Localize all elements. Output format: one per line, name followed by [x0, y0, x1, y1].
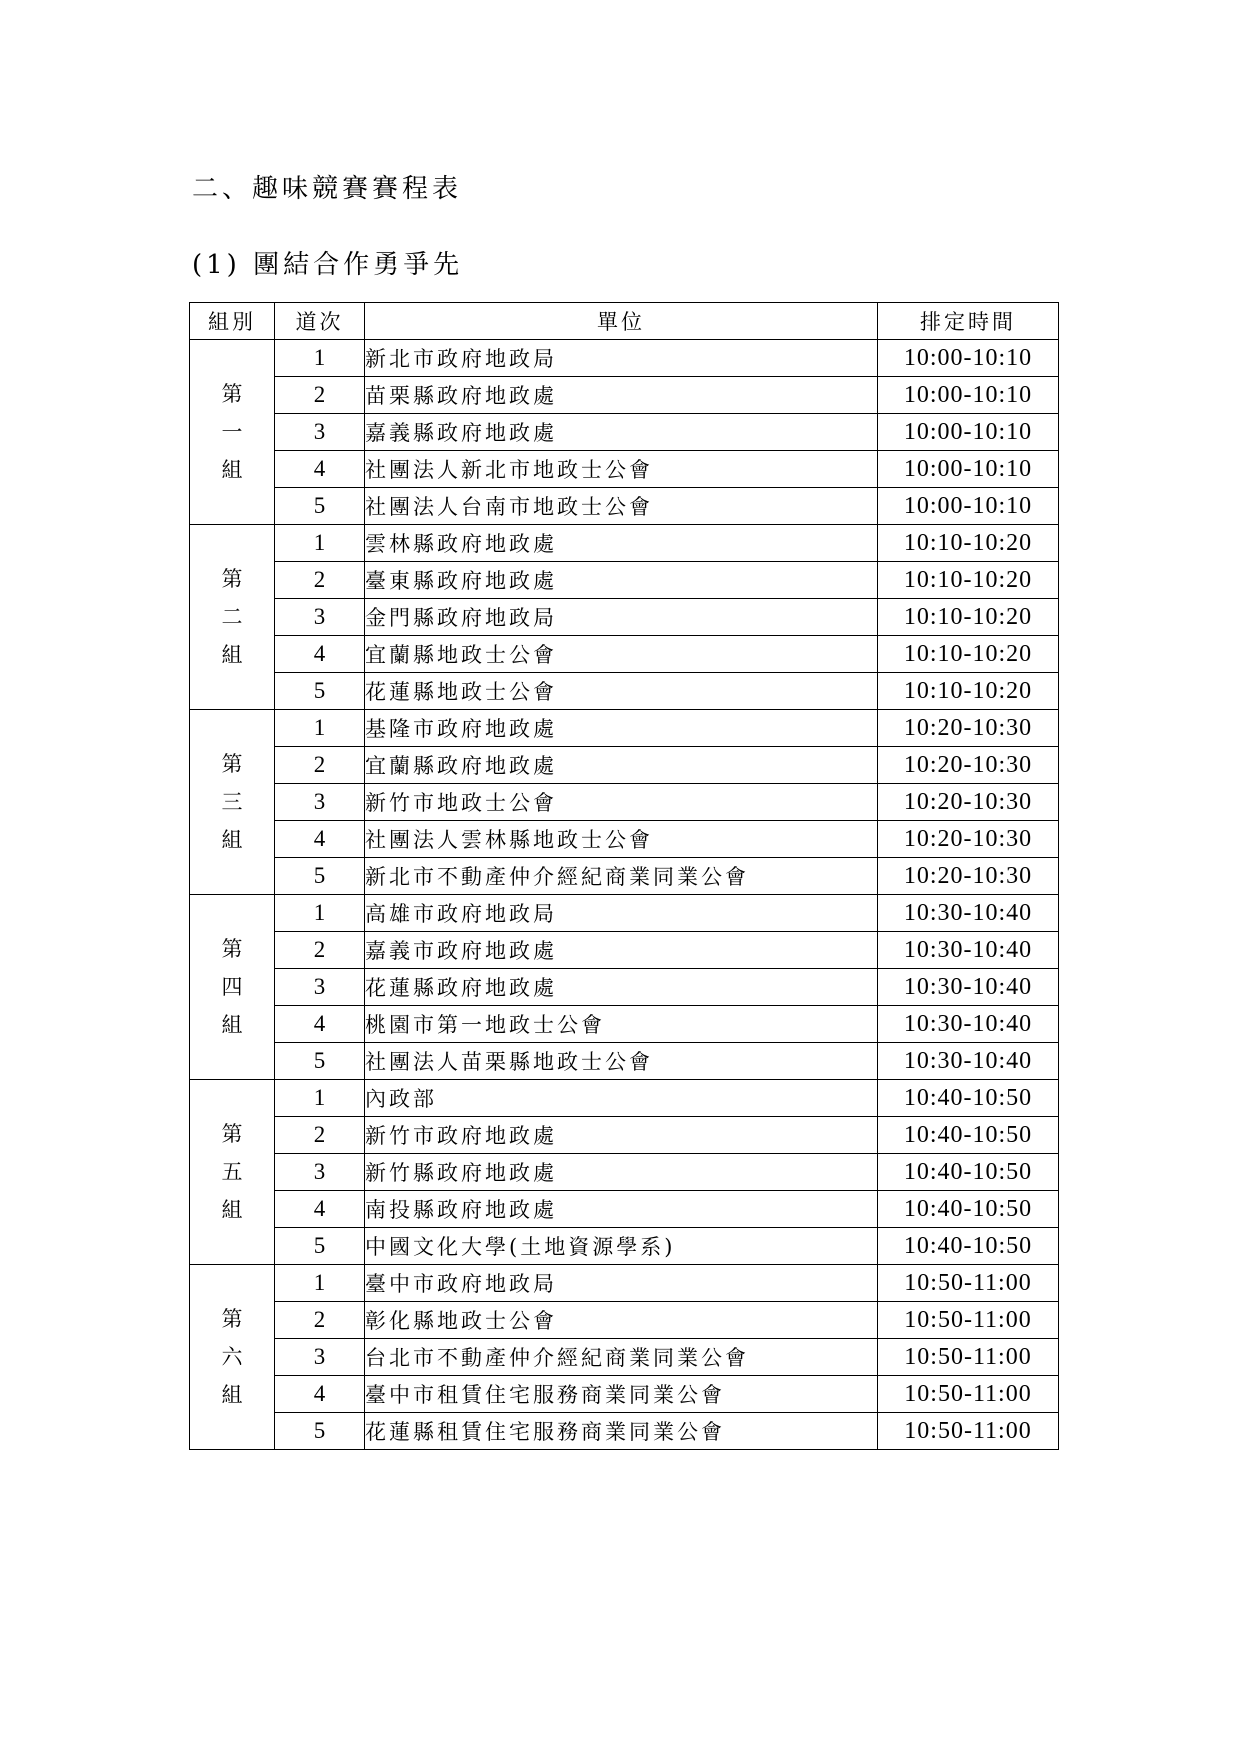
header-time: 排定時間: [878, 303, 1059, 340]
header-lane: 道次: [275, 303, 365, 340]
unit-cell: 台北市不動產仲介經紀商業同業公會: [365, 1339, 878, 1376]
lane-cell: 3: [275, 969, 365, 1006]
unit-cell: 宜蘭縣地政士公會: [365, 636, 878, 673]
unit-cell: 嘉義市政府地政處: [365, 932, 878, 969]
lane-cell: 4: [275, 1191, 365, 1228]
table-row: [190, 1191, 1059, 1228]
group-label: 第 三 組: [190, 710, 275, 895]
time-cell: 10:50-11:00: [878, 1339, 1059, 1376]
table-row: [190, 1376, 1059, 1413]
time-cell: 10:20-10:30: [878, 747, 1059, 784]
group-label: 第 五 組: [190, 1080, 275, 1265]
time-cell: 10:30-10:40: [878, 895, 1059, 932]
unit-cell: 社團法人台南市地政士公會: [365, 488, 878, 525]
lane-cell: 2: [275, 562, 365, 599]
table-row: [190, 1117, 1059, 1154]
lane-cell: 5: [275, 858, 365, 895]
lane-cell: 3: [275, 599, 365, 636]
lane-cell: 2: [275, 1302, 365, 1339]
lane-cell: 3: [275, 414, 365, 451]
time-cell: 10:30-10:40: [878, 932, 1059, 969]
unit-cell: 新竹縣政府地政處: [365, 1154, 878, 1191]
schedule-body: [190, 340, 1059, 1450]
time-cell: 10:50-11:00: [878, 1413, 1059, 1450]
table-row: [190, 969, 1059, 1006]
table-row: [190, 1043, 1059, 1080]
lane-cell: 1: [275, 1265, 365, 1302]
lane-cell: 5: [275, 1043, 365, 1080]
unit-cell: 社團法人雲林縣地政士公會: [365, 821, 878, 858]
lane-cell: 2: [275, 1117, 365, 1154]
table-row: [190, 451, 1059, 488]
lane-cell: 2: [275, 932, 365, 969]
time-cell: 10:10-10:20: [878, 562, 1059, 599]
lane-cell: 4: [275, 636, 365, 673]
unit-cell: 桃園市第一地政士公會: [365, 1006, 878, 1043]
table-row: [190, 636, 1059, 673]
table-row: [190, 340, 1059, 377]
time-cell: 10:20-10:30: [878, 821, 1059, 858]
page-title: 二、趣味競賽賽程表: [192, 174, 463, 204]
lane-cell: 1: [275, 340, 365, 377]
lane-cell: 3: [275, 784, 365, 821]
unit-cell: 高雄市政府地政局: [365, 895, 878, 932]
unit-cell: 苗栗縣政府地政處: [365, 377, 878, 414]
lane-cell: 1: [275, 895, 365, 932]
time-cell: 10:00-10:10: [878, 414, 1059, 451]
unit-cell: 臺中市租賃住宅服務商業同業公會: [365, 1376, 878, 1413]
time-cell: 10:00-10:10: [878, 377, 1059, 414]
unit-cell: 彰化縣地政士公會: [365, 1302, 878, 1339]
time-cell: 10:10-10:20: [878, 673, 1059, 710]
table-row: [190, 377, 1059, 414]
unit-cell: 新竹市政府地政處: [365, 1117, 878, 1154]
lane-cell: 3: [275, 1339, 365, 1376]
time-cell: 10:40-10:50: [878, 1191, 1059, 1228]
header-group: 組別: [190, 303, 275, 340]
time-cell: 10:10-10:20: [878, 599, 1059, 636]
unit-cell: 基隆市政府地政處: [365, 710, 878, 747]
unit-cell: 內政部: [365, 1080, 878, 1117]
group-label: 第 二 組: [190, 525, 275, 710]
table-row: [190, 1302, 1059, 1339]
time-cell: 10:00-10:10: [878, 488, 1059, 525]
unit-cell: 新北市不動產仲介經紀商業同業公會: [365, 858, 878, 895]
unit-cell: 花蓮縣租賃住宅服務商業同業公會: [365, 1413, 878, 1450]
time-cell: 10:40-10:50: [878, 1228, 1059, 1265]
table-row: [190, 562, 1059, 599]
time-cell: 10:40-10:50: [878, 1117, 1059, 1154]
lane-cell: 3: [275, 1154, 365, 1191]
unit-cell: 新竹市地政士公會: [365, 784, 878, 821]
unit-cell: 社團法人新北市地政士公會: [365, 451, 878, 488]
unit-cell: 花蓮縣地政士公會: [365, 673, 878, 710]
time-cell: 10:40-10:50: [878, 1080, 1059, 1117]
time-cell: 10:30-10:40: [878, 1043, 1059, 1080]
time-cell: 10:20-10:30: [878, 710, 1059, 747]
time-cell: 10:00-10:10: [878, 451, 1059, 488]
unit-cell: 宜蘭縣政府地政處: [365, 747, 878, 784]
table-row: [190, 932, 1059, 969]
table-row: [190, 1265, 1059, 1302]
time-cell: 10:00-10:10: [878, 340, 1059, 377]
unit-cell: 雲林縣政府地政處: [365, 525, 878, 562]
unit-cell: 金門縣政府地政局: [365, 599, 878, 636]
table-row: [190, 599, 1059, 636]
group-label: 第 六 組: [190, 1265, 275, 1450]
lane-cell: 1: [275, 1080, 365, 1117]
lane-cell: 5: [275, 673, 365, 710]
table-row: [190, 488, 1059, 525]
unit-cell: 嘉義縣政府地政處: [365, 414, 878, 451]
table-row: [190, 1154, 1059, 1191]
time-cell: 10:30-10:40: [878, 969, 1059, 1006]
time-cell: 10:10-10:20: [878, 525, 1059, 562]
lane-cell: 1: [275, 710, 365, 747]
time-cell: 10:20-10:30: [878, 784, 1059, 821]
table-row: [190, 414, 1059, 451]
header-row: [190, 303, 1059, 340]
header-unit: 單位: [365, 303, 878, 340]
table-row: [190, 747, 1059, 784]
time-cell: 10:20-10:30: [878, 858, 1059, 895]
table-row: [190, 1080, 1059, 1117]
unit-cell: 社團法人苗栗縣地政士公會: [365, 1043, 878, 1080]
lane-cell: 5: [275, 1413, 365, 1450]
lane-cell: 4: [275, 1376, 365, 1413]
group-label: 第 一 組: [190, 340, 275, 525]
unit-cell: 南投縣政府地政處: [365, 1191, 878, 1228]
lane-cell: 4: [275, 451, 365, 488]
schedule-table: [189, 302, 1059, 1450]
unit-cell: 臺東縣政府地政處: [365, 562, 878, 599]
lane-cell: 4: [275, 1006, 365, 1043]
time-cell: 10:10-10:20: [878, 636, 1059, 673]
table-row: [190, 895, 1059, 932]
time-cell: 10:50-11:00: [878, 1376, 1059, 1413]
table-row: [190, 710, 1059, 747]
lane-cell: 5: [275, 1228, 365, 1265]
time-cell: 10:50-11:00: [878, 1265, 1059, 1302]
group-label: 第 四 組: [190, 895, 275, 1080]
table-row: [190, 784, 1059, 821]
unit-cell: 新北市政府地政局: [365, 340, 878, 377]
table-row: [190, 1228, 1059, 1265]
table-row: [190, 858, 1059, 895]
table-row: [190, 1413, 1059, 1450]
time-cell: 10:40-10:50: [878, 1154, 1059, 1191]
table-row: [190, 821, 1059, 858]
lane-cell: 5: [275, 488, 365, 525]
table-row: [190, 525, 1059, 562]
lane-cell: 1: [275, 525, 365, 562]
table-row: [190, 1339, 1059, 1376]
table-row: [190, 673, 1059, 710]
time-cell: 10:30-10:40: [878, 1006, 1059, 1043]
unit-cell: 臺中市政府地政局: [365, 1265, 878, 1302]
lane-cell: 2: [275, 377, 365, 414]
table-row: [190, 1006, 1059, 1043]
lane-cell: 4: [275, 821, 365, 858]
section-title: (1) 團結合作勇爭先: [192, 250, 464, 280]
unit-cell: 中國文化大學(土地資源學系): [365, 1228, 878, 1265]
time-cell: 10:50-11:00: [878, 1302, 1059, 1339]
unit-cell: 花蓮縣政府地政處: [365, 969, 878, 1006]
lane-cell: 2: [275, 747, 365, 784]
